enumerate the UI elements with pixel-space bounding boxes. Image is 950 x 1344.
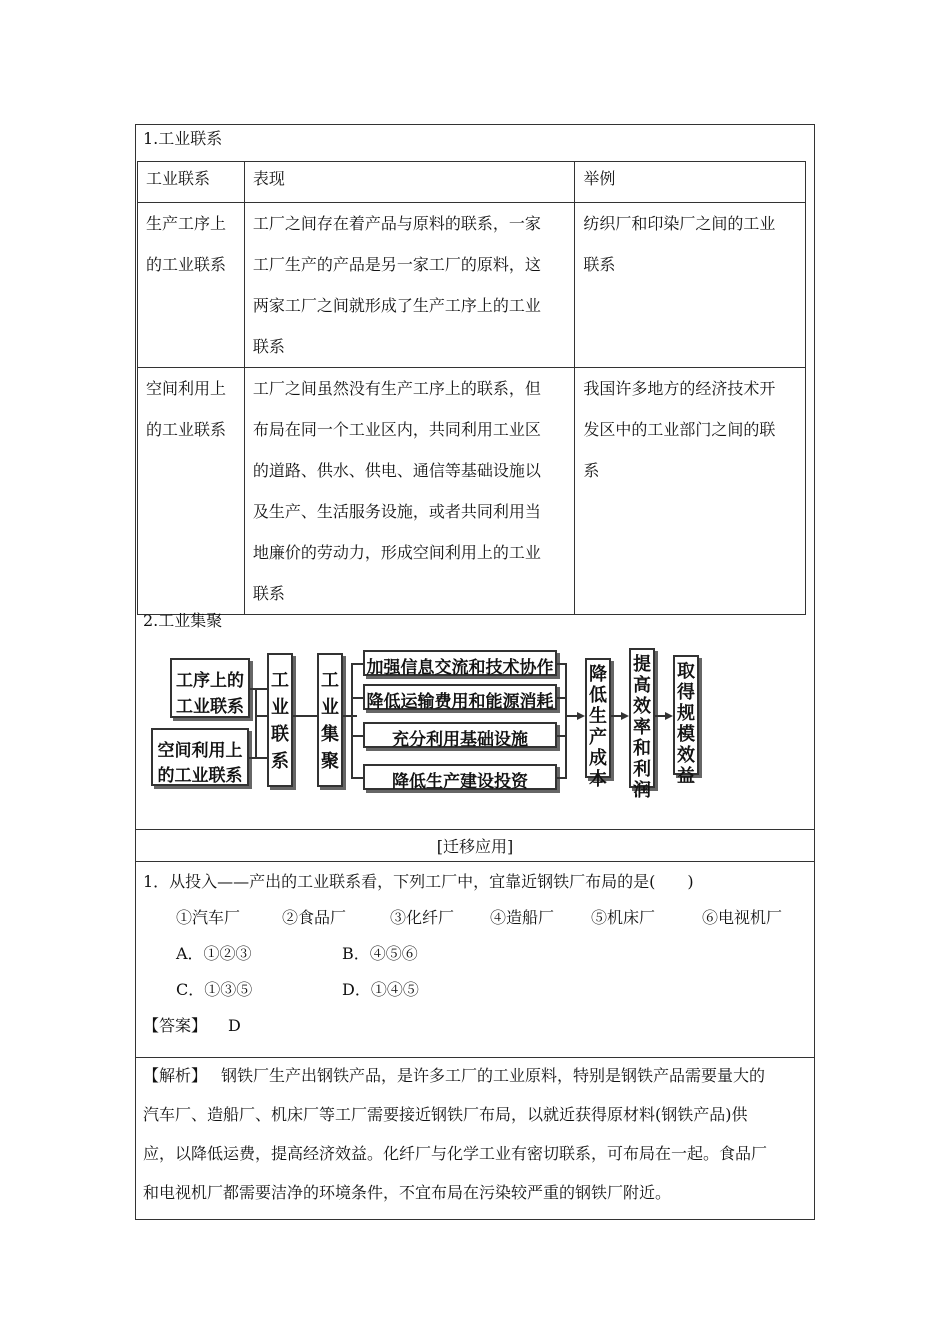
box-line: 工业联系 xyxy=(176,697,244,717)
box-infrastructure xyxy=(363,722,557,748)
box-scale-benefit xyxy=(673,655,699,787)
box-reduce-investment xyxy=(363,764,557,790)
cell-line: 生产工序上 xyxy=(146,214,227,233)
divider xyxy=(135,829,815,830)
arrow-icon xyxy=(621,712,629,720)
question-item: ③化纤厂 xyxy=(390,908,455,927)
analysis-line xyxy=(143,1056,807,1095)
table-header-row xyxy=(138,162,806,203)
box-reduce-cost xyxy=(585,658,611,790)
cell-line: 的工业联系 xyxy=(146,420,227,439)
connector-line xyxy=(611,715,621,717)
connector-line xyxy=(351,735,363,737)
question-item: ⑤机床厂 xyxy=(591,908,656,927)
connector-line xyxy=(565,715,577,717)
table-row xyxy=(138,368,806,615)
choice-c: C．①③⑤ xyxy=(176,980,253,999)
connector-line xyxy=(565,663,567,779)
cell-line: 布局在同一个工业区内，共同利用工业区 xyxy=(252,420,541,439)
box-spatial-linkage xyxy=(151,728,249,786)
connector-line xyxy=(255,688,257,759)
choice-a: A．①②③ xyxy=(176,944,252,963)
agglomeration-diagram xyxy=(145,643,705,801)
practice-header: [迁移应用] xyxy=(436,837,514,856)
description-cell xyxy=(244,368,574,615)
answer-value: D xyxy=(228,1016,241,1035)
divider xyxy=(135,861,815,862)
connector-line xyxy=(249,688,267,690)
linkage-table xyxy=(137,161,806,615)
choice-b: B．④⑤⑥ xyxy=(342,944,418,963)
linkage-type-cell xyxy=(138,368,245,615)
cell-line: 联系 xyxy=(252,584,285,603)
cell-line: 工厂之间存在着产品与原料的联系，一家 xyxy=(252,214,541,233)
connector-line xyxy=(351,777,363,779)
cell-line: 两家工厂之间就形成了生产工序上的工业 xyxy=(252,296,541,315)
connector-line xyxy=(343,715,357,717)
cell-line: 系 xyxy=(583,461,600,480)
analysis-line: 和电视机厂都需要洁净的环境条件，不宜布局在污染较严重的钢铁厂附近。 xyxy=(143,1183,672,1202)
box-label: 降低生产建设投资 xyxy=(392,772,528,792)
box-process-linkage xyxy=(170,658,250,718)
cell-line: 发区中的工业部门之间的联 xyxy=(583,420,776,439)
question-item: ①汽车厂 xyxy=(176,908,241,927)
analysis-line: 应，以降低运费，提高经济效益。化纤厂与化学工业有密切联系，可布局在一起。食品厂 xyxy=(143,1144,768,1163)
answer-label: 【答案】 xyxy=(143,1016,208,1035)
choice-d: D．①④⑤ xyxy=(342,980,419,999)
box-label: 提高效率和利润 xyxy=(633,654,651,801)
linkage-type-cell xyxy=(138,203,245,368)
box-info-exchange xyxy=(363,650,557,676)
box-label: 工业联系 xyxy=(271,670,289,772)
cell-line: 纺织厂和印染厂之间的工业 xyxy=(583,214,776,233)
analysis-line: 汽车厂、造船厂、机床厂等工厂需要接近钢铁厂布局，以就近获得原材料(钢铁产品)供 xyxy=(143,1105,748,1124)
analysis-label: 【解析】 xyxy=(143,1066,208,1085)
box-line: 工序上的 xyxy=(176,671,244,691)
cell-line: 工厂之间虽然没有生产工序上的联系，但 xyxy=(252,379,541,398)
box-industrial-linkage xyxy=(267,653,293,787)
box-label: 降低生产成本 xyxy=(589,664,607,790)
connector-line xyxy=(351,663,353,779)
cell-line: 的工业联系 xyxy=(146,255,227,274)
connector-line xyxy=(255,715,267,717)
description-cell xyxy=(244,203,574,368)
box-label: 降低运输费用和能源消耗 xyxy=(366,692,554,712)
section2-title: 2.工业集聚 xyxy=(143,611,223,630)
box-industrial-agglomeration xyxy=(317,653,343,787)
box-improve-efficiency xyxy=(629,648,655,801)
cell-line: 联系 xyxy=(583,255,616,274)
connector-line xyxy=(655,715,665,717)
example-cell xyxy=(575,203,806,368)
connector-line xyxy=(351,697,363,699)
box-line: 的工业联系 xyxy=(157,766,243,786)
question-item: ④造船厂 xyxy=(490,908,555,927)
analysis-block xyxy=(143,1056,807,1212)
arrow-icon xyxy=(665,712,673,720)
box-label: 充分利用基础设施 xyxy=(392,730,528,750)
cell-line: 地廉价的劳动力，形成空间利用上的工业 xyxy=(252,543,541,562)
cell-line: 我国许多地方的经济技术开 xyxy=(583,379,776,398)
header-cell: 工业联系 xyxy=(138,162,245,203)
question-stem: 1．从投入——产出的工业联系看，下列工厂中，宜靠近钢铁厂布局的是( ) xyxy=(143,872,694,891)
cell-line: 及生产、生活服务设施，或者共同利用当 xyxy=(252,502,541,521)
box-line: 空间利用上 xyxy=(157,741,243,761)
arrow-icon xyxy=(577,712,585,720)
header-cell: 表现 xyxy=(244,162,574,203)
connector-line xyxy=(293,715,317,717)
cell-line: 工厂生产的产品是另一家工厂的原料，这 xyxy=(252,255,541,274)
connector-line xyxy=(351,663,363,665)
box-label: 加强信息交流和技术协作 xyxy=(366,658,554,678)
example-cell xyxy=(575,368,806,615)
cell-line: 联系 xyxy=(252,337,285,356)
cell-line: 的道路、供水、供电、通信等基础设施以 xyxy=(252,461,541,480)
connector-line xyxy=(249,757,267,759)
table-row xyxy=(138,203,806,368)
question-item: ②食品厂 xyxy=(282,908,347,927)
question-item: ⑥电视机厂 xyxy=(702,908,783,927)
box-label: 工业集聚 xyxy=(321,670,339,772)
section1-title: 1.工业联系 xyxy=(143,129,223,148)
analysis-text: 钢铁厂生产出钢铁产品，是许多工厂的工业原料，特别是钢铁产品需要量大的 xyxy=(221,1066,766,1085)
cell-line: 空间利用上 xyxy=(146,379,227,398)
box-reduce-transport xyxy=(363,684,557,710)
header-cell: 举例 xyxy=(575,162,806,203)
box-label: 取得规模效益 xyxy=(677,661,695,787)
